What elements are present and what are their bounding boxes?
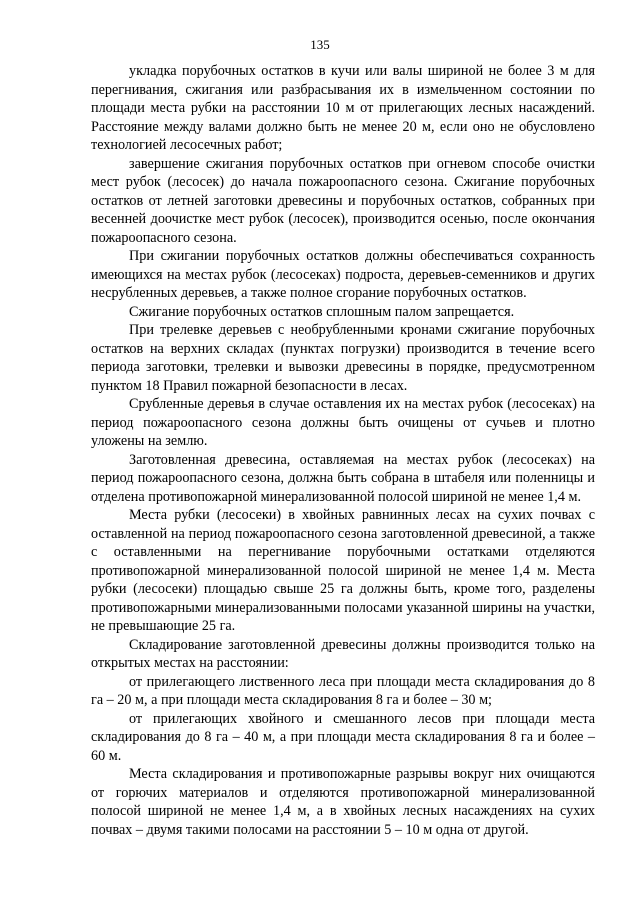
paragraph: Заготовленная древесина, оставляемая на местах рубок (лесосеках) на период пожароопасного сезона, должна быть собрана в штабеля или поленницы и отделена противопожарной минерализованной полосой шириной не менее 1,4 м. xyxy=(91,451,595,505)
paragraph: Складирование заготовленной древесины должны производится только на открытых местах на расстоянии: xyxy=(91,636,595,671)
document-body xyxy=(91,62,595,839)
paragraph: Места складирования и противопожарные разрывы вокруг них очищаются от горючих материалов и отделяются противопожарной минерализованной полосой шириной не менее 1,4 м, а в хвойных лесных насаждениях на сухих почвах – двумя такими полосами на расстоянии 5 – 10 м одна от другой. xyxy=(91,766,595,838)
paragraph: завершение сжигания порубочных остатков при огневом способе очистки мест рубок (лесосек) до начала пожароопасного сезона. Сжигание порубочных остатков от летней заготовки древесины и порубочных остатков, собранных при весенней доочистке мест рубок (лесосек), производится осенью, после окончания пожароопасного сезона. xyxy=(91,155,595,246)
paragraph: При сжигании порубочных остатков должны обеспечиваться сохранность имеющихся на местах рубок (лесосеках) подроста, деревьев-семенников и других несрубленных деревьев, а также полное сгорание порубочных остатков. xyxy=(91,248,595,301)
paragraph: Места рубки (лесосеки) в хвойных равнинных лесах на сухих почвах с оставленной на период пожароопасного сезона заготовленной древесиной, а также с оставленными на перегнивание порубочными остатками отделяются противопожарной минерализованной полосой шириной не менее 1,4 м. Места рубки (лесосеки) площадью свыше 25 га должны быть, кроме того, разделены противопожарными минерализованными полосами указанной ширины на участки, не превышающие 25 га. xyxy=(91,507,595,634)
page-number: 135 xyxy=(310,37,330,52)
paragraph: Срубленные деревья в случае оставления их на местах рубок (лесосеках) на период пожароопасного сезона должны быть очищены от сучьев и плотно уложены на землю. xyxy=(91,396,595,449)
paragraph: от прилегающего лиственного леса при площади места складирования до 8 га – 20 м, а при площади места складирования 8 га и более – 30 м; xyxy=(91,673,595,708)
paragraph: При трелевке деревьев с необрубленными кронами сжигание порубочных остатков на верхних складах (пунктах погрузки) производится в течение всего периода заготовки, трелевки и вывозки древесины в порядке, предусмотренном пунктом 18 Правил пожарной безопасности в лесах. xyxy=(91,322,595,394)
paragraph: от прилегающих хвойного и смешанного лесов при площади места складирования до 8 га – 40 м, а при площади места складирования 8 га и более – 60 м. xyxy=(91,710,595,764)
paragraph: Сжигание порубочных остатков сплошным палом запрещается. xyxy=(129,303,515,320)
paragraph: укладка порубочных остатков в кучи или валы шириной не более 3 м для перегнивания, сжигания или разбрасывания их в измельченном состоянии по площади места рубки на расстоянии 10 м от прилегающих лесных насаждений. Расстояние между валами должно быть не менее 20 м, если оно не обусловлено технологией лесосечных работ; xyxy=(91,63,595,153)
